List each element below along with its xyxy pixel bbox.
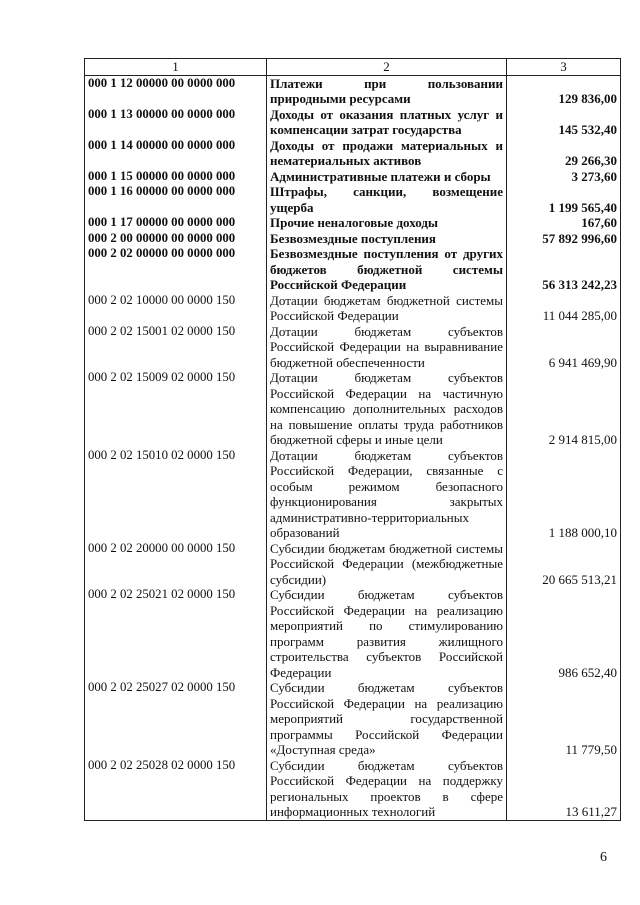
row-amount: 986 652,40 (507, 587, 621, 680)
row-amount: 11 044 285,00 (507, 293, 621, 324)
row-code: 000 2 02 15001 02 0000 150 (85, 324, 267, 371)
row-amount: 129 836,00 (507, 75, 621, 107)
row-amount: 145 532,40 (507, 107, 621, 138)
document-page (84, 58, 620, 821)
row-amount: 13 611,27 (507, 758, 621, 821)
table-row (85, 231, 621, 247)
row-name: Доходы от продажи материальных и нематериальных активов (267, 138, 507, 169)
table-row (85, 184, 621, 215)
row-code: 000 2 02 25021 02 0000 150 (85, 587, 267, 680)
table-header-row (85, 59, 621, 76)
row-code: 000 1 17 00000 00 0000 000 (85, 215, 267, 231)
row-code: 000 2 02 00000 00 0000 000 (85, 246, 267, 293)
table-row (85, 448, 621, 541)
row-code: 000 2 02 20000 00 0000 150 (85, 541, 267, 588)
row-code: 000 1 15 00000 00 0000 000 (85, 169, 267, 185)
row-name: Доходы от оказания платных услуг и компенсации затрат государства (267, 107, 507, 138)
row-name: Дотации бюджетам субъектов Российской Федерации, связанные с особым режимом безопасного функционирования закрытых административно-территориальных образований (267, 448, 507, 541)
row-name: Субсидии бюджетам субъектов Российской Федерации на поддержку региональных проектов в сфере информационных технологий (267, 758, 507, 821)
column-header-code: 1 (85, 59, 267, 76)
row-amount: 2 914 815,00 (507, 370, 621, 448)
table-row (85, 293, 621, 324)
table-row (85, 758, 621, 821)
table-row (85, 541, 621, 588)
table-row (85, 215, 621, 231)
row-amount: 56 313 242,23 (507, 246, 621, 293)
row-code: 000 2 02 10000 00 0000 150 (85, 293, 267, 324)
row-code: 000 2 02 15010 02 0000 150 (85, 448, 267, 541)
row-code: 000 1 16 00000 00 0000 000 (85, 184, 267, 215)
row-name: Безвозмездные поступления от других бюджетов бюджетной системы Российской Федерации (267, 246, 507, 293)
row-code: 000 1 13 00000 00 0000 000 (85, 107, 267, 138)
table-row (85, 370, 621, 448)
page-number: 6 (600, 850, 607, 865)
row-amount: 20 665 513,21 (507, 541, 621, 588)
row-code: 000 2 02 15009 02 0000 150 (85, 370, 267, 448)
table-row (85, 107, 621, 138)
row-name: Субсидии бюджетам бюджетной системы Российской Федерации (межбюджетные субсидии) (267, 541, 507, 588)
row-name: Субсидии бюджетам субъектов Российской Федерации на реализацию мероприятий по стимулированию программ развития жилищного строительства субъектов Российской Федерации (267, 587, 507, 680)
column-header-name: 2 (267, 59, 507, 76)
row-amount: 57 892 996,60 (507, 231, 621, 247)
row-code: 000 1 14 00000 00 0000 000 (85, 138, 267, 169)
row-name: Платежи при пользовании природными ресурсами (267, 75, 507, 107)
table-row (85, 246, 621, 293)
table-row (85, 75, 621, 107)
row-amount: 1 188 000,10 (507, 448, 621, 541)
table-row (85, 680, 621, 758)
row-name: Дотации бюджетам субъектов Российской Федерации на частичную компенсацию дополнительных расходов на повышение оплаты труда работников бюджетной сферы и иные цели (267, 370, 507, 448)
row-code: 000 2 02 25028 02 0000 150 (85, 758, 267, 821)
row-amount: 29 266,30 (507, 138, 621, 169)
row-name: Прочие неналоговые доходы (267, 215, 507, 231)
table-row (85, 138, 621, 169)
table-row (85, 324, 621, 371)
row-amount: 3 273,60 (507, 169, 621, 185)
row-name: Дотации бюджетам субъектов Российской Федерации на выравнивание бюджетной обеспеченности (267, 324, 507, 371)
table-row (85, 587, 621, 680)
row-amount: 6 941 469,90 (507, 324, 621, 371)
row-code: 000 2 00 00000 00 0000 000 (85, 231, 267, 247)
row-amount: 167,60 (507, 215, 621, 231)
table-row (85, 169, 621, 185)
row-name: Дотации бюджетам бюджетной системы Российской Федерации (267, 293, 507, 324)
budget-table (84, 58, 621, 821)
column-header-amount: 3 (507, 59, 621, 76)
row-name: Штрафы, санкции, возмещение ущерба (267, 184, 507, 215)
row-name: Субсидии бюджетам субъектов Российской Федерации на реализацию мероприятий государственной программы Российской Федерации «Доступная среда» (267, 680, 507, 758)
row-amount: 11 779,50 (507, 680, 621, 758)
row-code: 000 1 12 00000 00 0000 000 (85, 75, 267, 107)
row-name: Административные платежи и сборы (267, 169, 507, 185)
row-name: Безвозмездные поступления (267, 231, 507, 247)
row-code: 000 2 02 25027 02 0000 150 (85, 680, 267, 758)
row-amount: 1 199 565,40 (507, 184, 621, 215)
